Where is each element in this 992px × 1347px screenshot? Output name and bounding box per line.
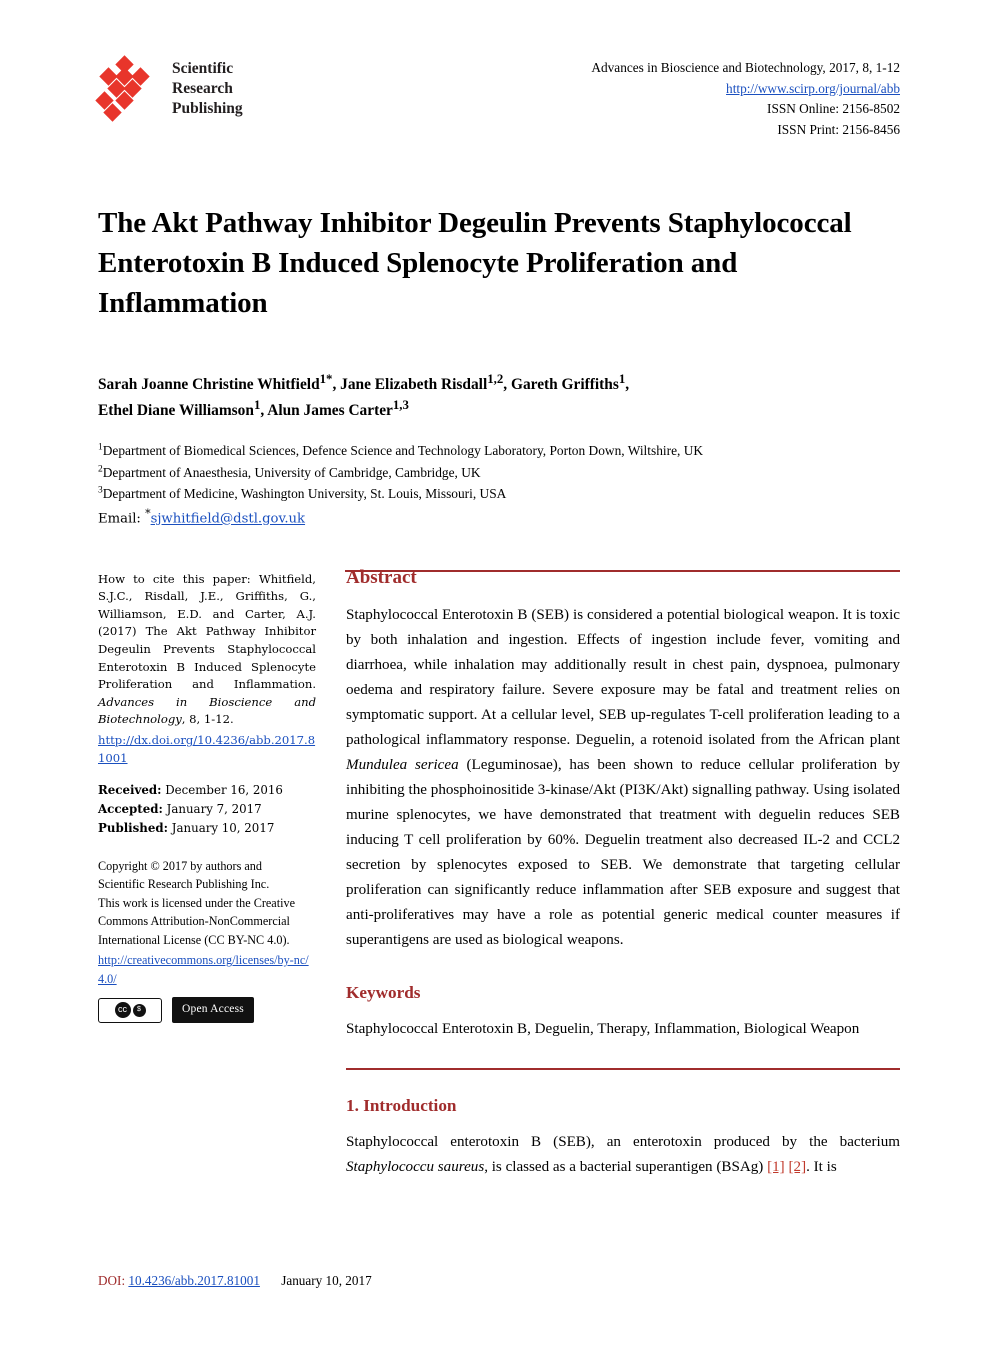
abstract-heading: Abstract [346, 566, 417, 588]
author-list: Sarah Joanne Christine Whitfield$^{1*}$, Jane Elizabeth Risdall$^{1,2}$, Gareth Griffiths$^1$, Ethel Diane Williamson$^1$, Alun James Carter$^{1,3}$ [98, 371, 630, 419]
affiliation-3: $^3$Department of Medicine, Washington University, St. Louis, Missouri, USA [98, 486, 507, 502]
body-columns [98, 549, 900, 1180]
copyright-line-3: This work is licensed under the Creative [98, 895, 295, 910]
footer-doi-link[interactable]: 10.4236/abb.2017.81001 [128, 1273, 260, 1288]
journal-url-link[interactable]: http://www.scirp.org/journal/abb [726, 80, 900, 96]
affiliations [98, 440, 900, 505]
how-to-cite [98, 571, 316, 768]
how-to-cite-text: Whitfield, S.J.C., Risdall, J.E., Griffiths, G., Williamson, E.D. and Carter, A.J. (2017) The Akt Pathway Inhibitor Degeulin Prevents Staphylococcal Enterotoxin B Induced Splenocyte Proliferation and Inflammation. [98, 571, 316, 692]
page-footer [98, 1273, 900, 1289]
intro-part-1: Staphylococcal enterotoxin B (SEB), an enterotoxin produced by the bacterium [346, 1133, 900, 1150]
creative-commons-icon[interactable]: cc $ [98, 998, 162, 1023]
copyright-line-2: Scientific Research Publishing Inc. [98, 877, 270, 892]
footer-date: January 10, 2017 [281, 1273, 372, 1288]
reference-link-1[interactable]: [1] [767, 1158, 785, 1175]
keywords-heading: Keywords [346, 983, 421, 1003]
journal-info [591, 58, 900, 140]
received-date: December 16, 2016 [165, 783, 283, 798]
introduction-text [346, 1130, 900, 1180]
abstract-part-2: (Leguminosae), has been shown to reduce cellular proliferation by inhibiting the phosphoinositide 3-kinase/Akt (PI3K/Akt) signalling pathway. Using isolated murine splenocytes, we have demonstrated that treatment with deguelin reduces SEB inducing T cell proliferation by 60%. Deguelin treatment also decreased IL-2 and CCL2 secretion by splenocytes exposed to SEB. We demonstrate that targeting cellular proliferation can significantly reduce inflammation after SEB exposure and suggest that anti-proliferatives may have a role as potential generic medical counter measures if superantigens are used as biological weapons. [346, 756, 901, 949]
sidebar [98, 549, 316, 1180]
main-content [344, 549, 900, 1180]
reference-link-2[interactable]: [2] [788, 1158, 807, 1175]
published-label: Published: [98, 821, 168, 836]
cite-doi-link[interactable]: http://dx.doi.org/10.4236/abb.2017.81001 [98, 733, 316, 765]
email-link[interactable]: sjwhitfield@dstl.gov.uk [150, 511, 306, 527]
copyright-line-5: International License (CC BY-NC 4.0). [98, 932, 290, 947]
publisher-logo [98, 58, 243, 120]
published-line [98, 819, 316, 838]
accepted-label: Accepted: [98, 802, 163, 817]
how-to-cite-label: How to cite this paper: [98, 571, 251, 586]
email-label: Email: [98, 511, 141, 527]
publisher-line-3: Publishing [172, 99, 243, 117]
license-link[interactable]: http://creativecommons.org/licenses/by-nc/4.0/ [98, 953, 309, 986]
publisher-line-1: Scientific [172, 60, 234, 78]
doi-label: DOI: [98, 1273, 126, 1288]
copyright-line-1: Copyright © 2017 by authors and [98, 858, 262, 873]
page-title: The Akt Pathway Inhibitor Degeulin Prevents Staphylococcal Enterotoxin B Induced Splenocyte Proliferation and Inflammation [98, 207, 852, 319]
intro-species-name: Staphylococcu saureus [346, 1158, 485, 1175]
journal-citation: Advances in Bioscience and Biotechnology, 2017, 8, 1-12 [591, 60, 900, 75]
intro-part-3: . It is [806, 1158, 837, 1175]
scirp-diamond-icon [98, 58, 160, 120]
publication-dates [98, 781, 316, 838]
intro-part-2: , is classed as a bacterial superantigen (BSAg) [484, 1158, 768, 1175]
abstract-text [346, 603, 900, 954]
published-date: January 10, 2017 [171, 821, 275, 836]
publisher-line-2: Research [172, 80, 233, 98]
section-divider [346, 1068, 900, 1070]
license-badges [98, 997, 316, 1022]
copyright-line-4: Commons Attribution-NonCommercial [98, 914, 290, 929]
affiliation-1: $^1$Department of Biomedical Sciences, Defence Science and Technology Laboratory, Porton Down, Wiltshire, UK [98, 442, 704, 459]
header-divider [345, 570, 900, 572]
accepted-date: January 7, 2017 [166, 802, 262, 817]
received-line [98, 781, 316, 800]
issn-print: ISSN Print: 2156-8456 [777, 121, 900, 137]
issn-online: ISSN Online: 2156-8502 [767, 101, 900, 117]
abstract-species-name: Mundulea sericea [346, 756, 459, 773]
open-access-badge[interactable]: Open Access [172, 997, 254, 1022]
contact-email-line: Email: *sjwhitfield@dstl.gov.uk [98, 507, 306, 527]
publisher-name [172, 59, 243, 118]
accepted-line [98, 800, 316, 819]
how-to-cite-tail: , 8, 1-12. [181, 712, 234, 727]
how-to-cite-journal: Advances in Bioscience and Biotechnology [98, 694, 316, 727]
abstract-part-1: Staphylococcal Enterotoxin B (SEB) is considered a potential biological weapon. It is toxic by both inhalation and ingestion. Effects of ingestion include fever, vomiting and diarrhoea, while inhalation may additionally result in chest pain, dyspnoea, pulmonary oedema and respiratory failure. Severe exposure may be fatal and treatment relies on symptomatic support. At a cellular level, SEB up-regulates T-cell proliferation leading to a pathological inflammatory response. Deguelin, a rotenoid isolated from the African plant [346, 606, 900, 748]
copyright-block [98, 857, 316, 989]
affiliation-2: $^2$Department of Anaesthesia, University of Cambridge, Cambridge, UK [98, 464, 481, 480]
keywords-text: Staphylococcal Enterotoxin B, Deguelin, Therapy, Inflammation, Biological Weapon [346, 1021, 860, 1038]
introduction-heading: 1. Introduction [346, 1095, 457, 1115]
page-header [0, 0, 992, 140]
received-label: Received: [98, 783, 162, 798]
